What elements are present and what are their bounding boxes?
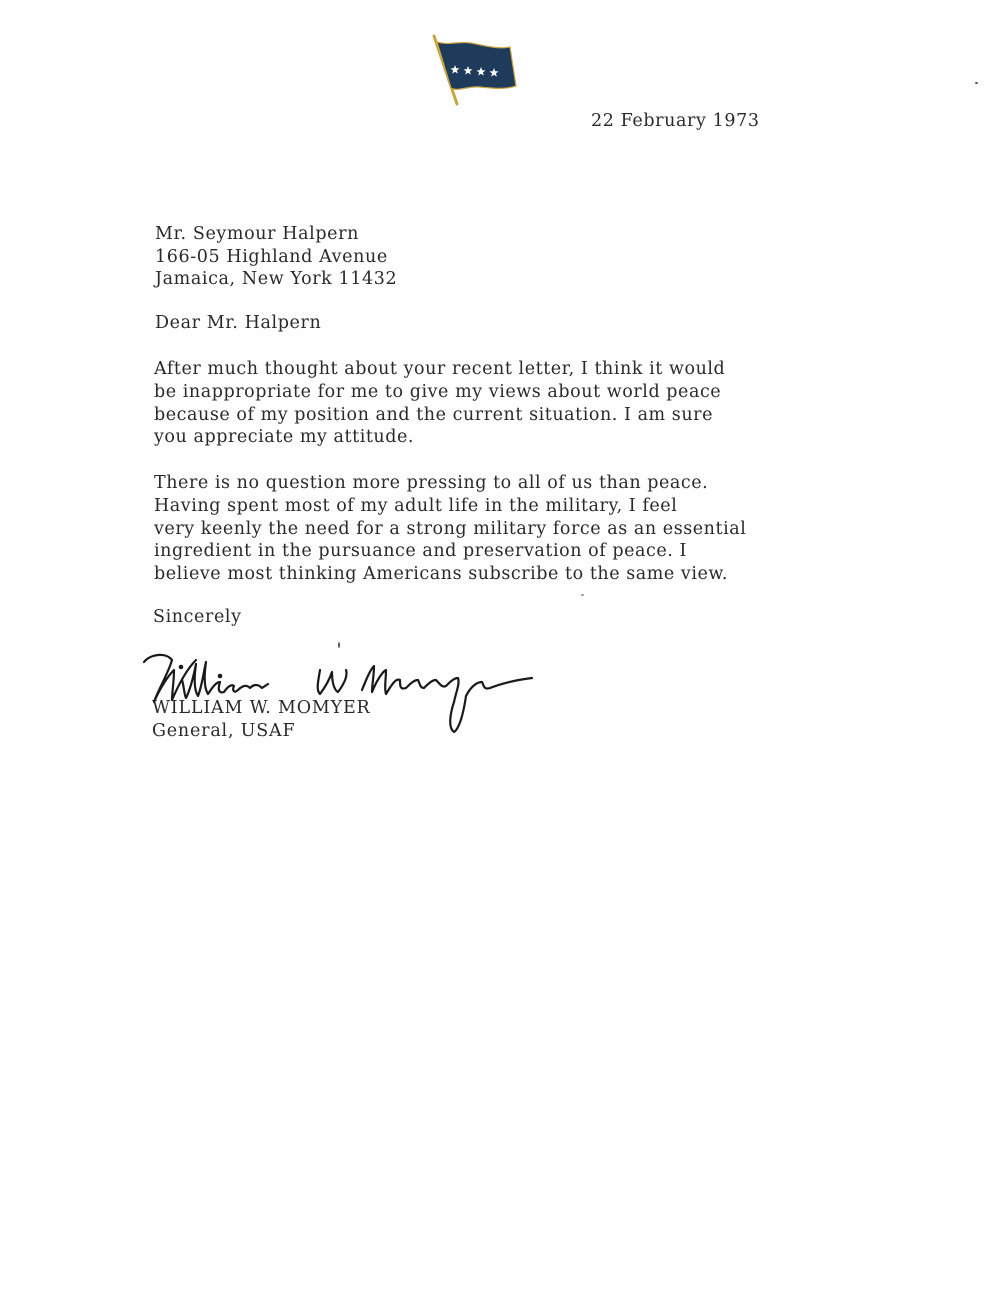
recipient-street: 166-05 Highland Avenue [155,246,388,267]
recipient-address [155,223,397,291]
closing: Sincerely [153,607,242,627]
recipient-name: Mr. Seymour Halpern [155,224,359,244]
text-line: you appreciate my attitude. [154,427,415,448]
letter-date: 22 February 1973 [591,111,760,131]
text-line: ingredient in the pursuance and preservation of peace. I [154,541,687,562]
body-paragraph-1 [154,358,725,449]
scan-speck [975,82,978,84]
handwritten-signature [138,640,538,740]
text-line: There is no question more pressing to all of us than peace. [154,473,709,493]
text-line: very keenly the need for a strong military force as an essential [154,518,747,539]
body-paragraph-2 [154,472,746,586]
four-star-flag-icon [430,32,522,110]
recipient-city: Jamaica, New York 11432 [155,269,398,290]
text-line: be inappropriate for me to give my views about world peace [154,381,722,402]
text-line: because of my position and the current situation. I am sure [154,404,713,425]
scan-speck [581,594,584,596]
signer-name: WILLIAM W. MOMYER [152,698,371,718]
salutation: Dear Mr. Halpern [155,313,322,333]
text-line: Having spent most of my adult life in the military, I feel [154,495,678,516]
text-line: After much thought about your recent letter, I think it would [154,359,726,379]
signer-title: General, USAF [152,720,296,741]
text-line: believe most thinking Americans subscribe to the same view. [154,564,728,585]
scan-speck [338,642,340,648]
